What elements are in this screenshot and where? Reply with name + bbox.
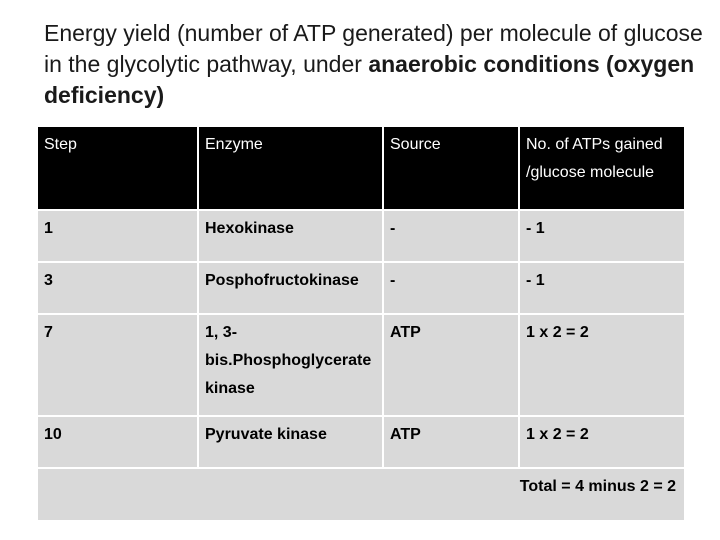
- cell-step: 3: [37, 262, 198, 314]
- total-cell: Total = 4 minus 2 = 2: [37, 468, 685, 521]
- header-step: Step: [37, 126, 198, 210]
- table-row: [37, 314, 685, 416]
- table-row: [37, 416, 685, 468]
- cell-step: 1: [37, 210, 198, 262]
- header-source: Source: [383, 126, 519, 210]
- table-row: [37, 262, 685, 314]
- cell-atps: - 1: [519, 210, 685, 262]
- slide-title: [44, 18, 704, 111]
- total-row: [37, 468, 685, 521]
- cell-source: -: [383, 262, 519, 314]
- cell-source: ATP: [383, 416, 519, 468]
- cell-step: 10: [37, 416, 198, 468]
- cell-source: ATP: [383, 314, 519, 416]
- title-emphasis: anaerobic conditions (oxygen deficiency): [44, 51, 695, 108]
- cell-enzyme: Posphofructokinase: [198, 262, 383, 314]
- atp-yield-table: [36, 125, 686, 522]
- title-text: Energy yield (number of ATP generated) per molecule of glucose in the glycolytic pathway, under: [44, 20, 703, 77]
- header-enzyme: Enzyme: [198, 126, 383, 210]
- cell-enzyme: 1, 3-bis.Phosphoglycerate kinase: [198, 314, 383, 416]
- cell-atps: 1 x 2 = 2: [519, 314, 685, 416]
- cell-enzyme: Pyruvate kinase: [198, 416, 383, 468]
- header-atps: No. of ATPs gained /glucose molecule: [519, 126, 685, 210]
- table-row: [37, 210, 685, 262]
- cell-atps: 1 x 2 = 2: [519, 416, 685, 468]
- cell-step: 7: [37, 314, 198, 416]
- table-header-row: [37, 126, 685, 210]
- cell-atps: - 1: [519, 262, 685, 314]
- cell-source: -: [383, 210, 519, 262]
- cell-enzyme: Hexokinase: [198, 210, 383, 262]
